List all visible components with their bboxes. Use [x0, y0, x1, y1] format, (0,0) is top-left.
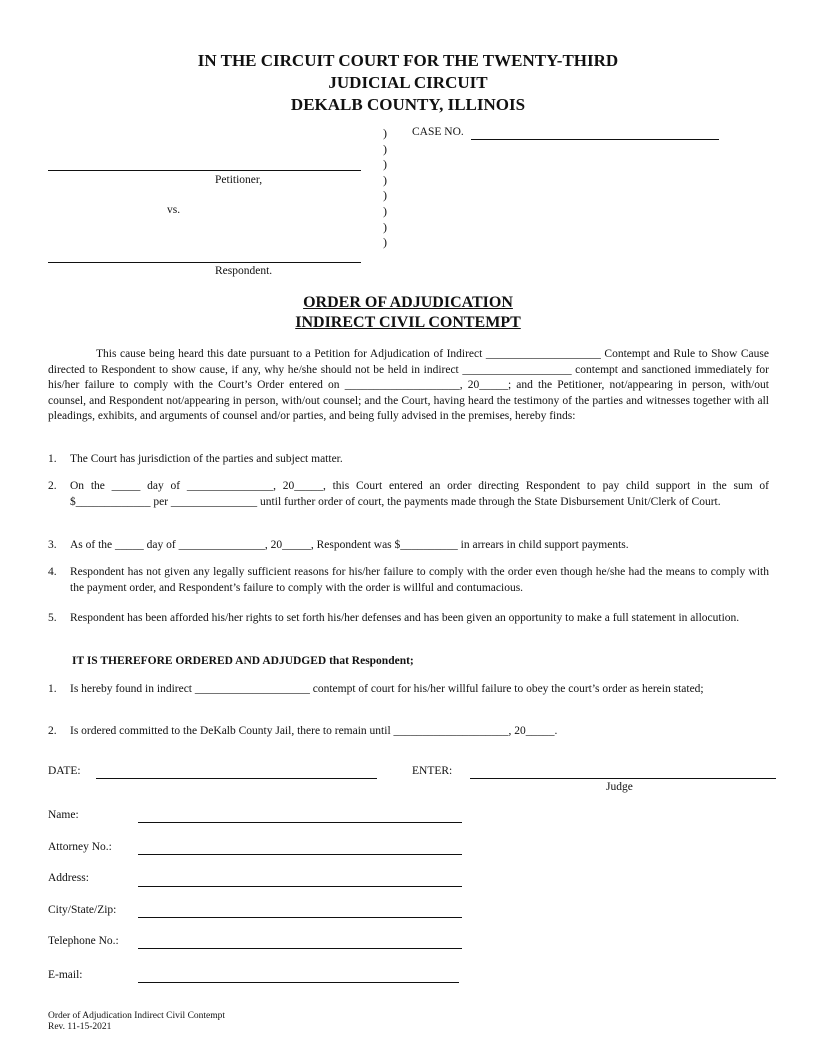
caption-paren: )	[383, 235, 387, 250]
judge-label: Judge	[606, 781, 633, 793]
name-field[interactable]	[138, 822, 462, 823]
intro-paragraph: This cause being heard this date pursuant to a Petition for Adjudication of Indirect ____________________ Contempt and Rule to Show Cause directed to Respondent to show cause, if any, why he/she should not be held in indirect ___________________ contempt and sanctioned immediately for his/her failure to comply with the Court’s Order entered on ____________________, 20_____; and the Petitioner, not/appearing in person, with/out counsel, and Respondent not/appearing in person, with/out counsel; and the Court, having heard the testimony of the parties and witnesses together with all pleadings, exhibits, and arguments of counsel and/or parties, and being fully advised in the premises, hereby finds:	[48, 348, 769, 423]
footer-revision: Rev. 11-15-2021	[48, 1022, 112, 1032]
order-item-2	[48, 724, 769, 740]
order-text: Is hereby found in indirect ____________________ contempt of court for his/her willful failure to obey the court’s order as herein stated;	[70, 683, 704, 695]
case-no-label: CASE NO.	[412, 126, 464, 138]
case-no-field[interactable]	[471, 139, 719, 140]
caption-paren: )	[383, 188, 387, 203]
order-text: Is ordered committed to the DeKalb County Jail, there to remain until ____________________, 20_____.	[70, 725, 558, 737]
caption-paren: )	[383, 203, 387, 218]
email-field[interactable]	[138, 982, 459, 983]
attorney-no-label: Attorney No.:	[48, 841, 112, 853]
order-title	[0, 293, 816, 333]
city-state-zip-label: City/State/Zip:	[48, 904, 117, 916]
name-label: Name:	[48, 809, 79, 821]
order-number: 1.	[48, 683, 57, 695]
date-label: DATE:	[48, 765, 81, 777]
finding-item-1	[48, 452, 769, 468]
petitioner-label: Petitioner,	[215, 174, 263, 186]
finding-text: The Court has jurisdiction of the parties and subject matter.	[70, 453, 343, 465]
finding-number: 1.	[48, 453, 57, 465]
finding-item-2	[48, 479, 769, 510]
finding-number: 2.	[48, 480, 57, 492]
caption-parentheses	[383, 126, 387, 251]
order-item-1	[48, 682, 769, 698]
caption-paren: )	[383, 157, 387, 172]
ordered-heading: IT IS THEREFORE ORDERED AND ADJUDGED that Respondent;	[72, 655, 414, 667]
address-label: Address:	[48, 872, 89, 884]
court-header-line-2: JUDICIAL CIRCUIT	[328, 73, 488, 92]
court-header-line-1: IN THE CIRCUIT COURT FOR THE TWENTY-THIRD	[197, 51, 619, 70]
finding-item-4	[48, 565, 769, 596]
court-header-line-3: DEKALB COUNTY, ILLINOIS	[290, 95, 526, 114]
finding-text: Respondent has been afforded his/her rights to set forth his/her defenses and has been given an opportunity to make a full statement in allocution.	[70, 612, 740, 624]
finding-text: Respondent has not given any legally sufficient reasons for his/her failure to comply with the order even though he/she had the means to comply with the payment order, and Respondent’s failure to comply with the order is willful and contumacious.	[70, 566, 769, 594]
order-title-line-2: INDIRECT CIVIL CONTEMPT	[295, 314, 521, 331]
email-label: E-mail:	[48, 969, 83, 981]
respondent-label: Respondent.	[215, 265, 273, 277]
finding-text: As of the _____ day of _______________, 20_____, Respondent was $__________ in arrears in child support payments.	[70, 539, 629, 551]
vs-label: vs.	[167, 204, 181, 216]
order-title-line-1: ORDER OF ADJUDICATION	[303, 294, 513, 311]
finding-item-3	[48, 538, 769, 554]
caption-paren: )	[383, 141, 387, 156]
telephone-label: Telephone No.:	[48, 935, 119, 947]
city-state-zip-field[interactable]	[138, 917, 462, 918]
footer-form-name: Order of Adjudication Indirect Civil Contempt	[48, 1011, 226, 1021]
petitioner-name-field[interactable]	[48, 170, 361, 171]
finding-number: 5.	[48, 612, 57, 624]
form-footer	[48, 1011, 225, 1033]
finding-text: On the _____ day of _______________, 20_____, this Court entered an order directing Respondent to pay child support in the sum of $_____________ per _______________ until further order of court, the payments made through the State Disbursement Unit/Clerk of Court.	[70, 480, 769, 508]
respondent-name-field[interactable]	[48, 262, 361, 263]
finding-item-5	[48, 611, 769, 627]
order-number: 2.	[48, 725, 57, 737]
enter-label: ENTER:	[412, 765, 453, 777]
telephone-field[interactable]	[138, 948, 462, 949]
date-field[interactable]	[96, 778, 377, 779]
court-header	[0, 50, 816, 116]
caption-paren: )	[383, 172, 387, 187]
caption-paren: )	[383, 219, 387, 234]
attorney-no-field[interactable]	[138, 854, 462, 855]
caption-paren: )	[383, 126, 387, 140]
finding-number: 3.	[48, 539, 57, 551]
address-field[interactable]	[138, 886, 462, 887]
finding-number: 4.	[48, 566, 57, 578]
judge-signature-field[interactable]	[470, 778, 776, 779]
